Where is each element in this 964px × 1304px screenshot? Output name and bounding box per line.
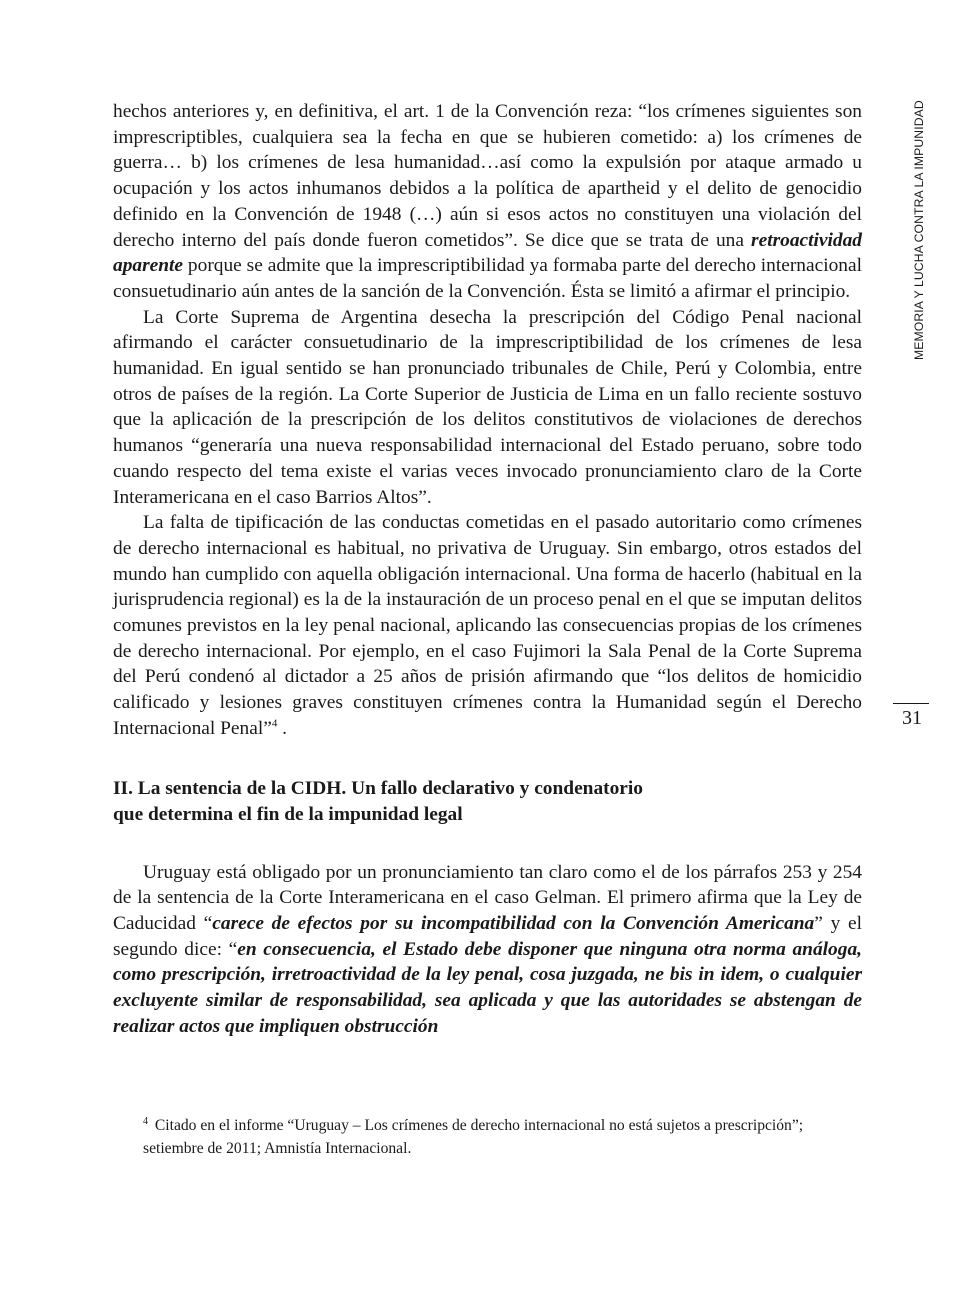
emphasis-retroactividad: retroactividad aparente [113, 229, 862, 277]
footnote [113, 1114, 862, 1160]
paragraph-2: La Corte Suprema de Argentina desecha la prescripción del Código Penal nacional afirmando el carácter consuetudinario de la imprescriptibilidad de los crímenes de lesa humanidad. En igual sentido se han pronunciado tribunales de Chile, Perú y Colombia, entre otros de países de la región. La Corte Superior de Justicia de Lima en un fallo reciente sostuvo que la aplicación de la prescripción de los delitos constitutivos de violaciones de derechos humanos “generaría una nueva responsabilidad internacional del Estado peruano, sobre todo cuando respecto del tema existe el varias veces invocado pronunciamiento claro de la Corte Interamericana en el caso Barrios Altos”. [113, 306, 862, 508]
footnote-text: Citado en el informe “Uruguay – Los crímenes de derecho internacional no está sujetos a prescripción”; setiembre de 2011; Amnistía Internacional. [143, 1117, 804, 1157]
paragraph-1-text: hechos anteriores y, en definitiva, el art. 1 de la Convención reza: “los crímenes siguientes son imprescriptibles, cualquiera sea la fecha en que se hubieren cometido: a) los crímenes de guerra… b) los crímenes de lesa humanidad…así como la expulsión por ataque armado u ocupación y los actos inhumanos debidos a la política de apartheid y el delito de genocidio definido en la Convención de 1948 (…) aún si esos actos no constituyen una violación del derecho interno del país donde fueron cometidos”. Se dice que se trata de una [113, 101, 862, 251]
paragraph-3-text: La falta de tipificación de las conductas cometidas en el pasado autoritario como crímenes de derecho internacional es habitual, no privativa de Uruguay. Sin embargo, otros estados del mundo han cumplido con aquella obligación internacional. Una forma de hacerlo (habitual en la jurisprudencia regional) es la de la instauración de un proceso penal en el que se imputan delitos comunes previstos en la ley penal nacional, aplicando las consecuencias propias de los crímenes de derecho internacional. Por ejemplo, en el caso Fujimori la Sala Penal de la Corte Suprema del Perú condenó al dictador a 25 años de prisión afirmando que “los delitos de homicidio calificado y lesiones graves constituyen crímenes contra la Humanidad según el Derecho Internacional Penal” [113, 512, 862, 739]
paragraph-3-end: . [277, 717, 288, 739]
paragraph-1-end: porque se admite que la imprescriptibilidad ya formaba parte del derecho internacional consuetudinario aún antes de la sanción de la Convención. Ésta se limitó a afirmar el principio. [113, 255, 862, 302]
footnote-number: 4 [143, 1115, 148, 1127]
section-heading-line-1: II. La sentencia de la CIDH. Un fallo declarativo y condenatorio [113, 777, 643, 799]
footnote-line [113, 1114, 862, 1160]
paragraph-4 [113, 860, 862, 1040]
page-number: 31 [902, 707, 922, 729]
footnote-reference[interactable]: 4 [271, 717, 278, 730]
quote-caducidad: carece de efectos por su incompatibilidad con la Convención Americana [212, 912, 815, 934]
paragraph-1 [113, 99, 862, 305]
paragraph-4-start: Uruguay está obligado por un pronunciamiento tan claro como el de los párrafos 253 y 254 de la sentencia de la Corte Interamericana en el caso Gelman. El primero afirma que la Ley de Caducidad “ [113, 861, 862, 934]
section-heading [113, 776, 862, 828]
body-text [113, 99, 862, 1040]
paragraph-4-mid: ” y el segundo dice: “ [113, 912, 862, 960]
paragraph-3 [113, 510, 862, 741]
section-spacer [113, 828, 862, 860]
page-number-rule [893, 703, 929, 704]
running-head: MEMORIA Y LUCHA CONTRA LA IMPUNIDAD [912, 100, 926, 360]
quote-consecuencia: en consecuencia, el Estado debe disponer que ninguna otra norma análoga, como prescripción, irretroactividad de la ley penal, cosa juzgada, ne bis in idem, o cualquier excluyente similar de responsabilidad, sea aplicada y que las autoridades se abstengan de realizar actos que impliquen obstrucción [113, 938, 862, 1037]
section-heading-line-2: que determina el fin de la impunidad legal [113, 803, 463, 825]
